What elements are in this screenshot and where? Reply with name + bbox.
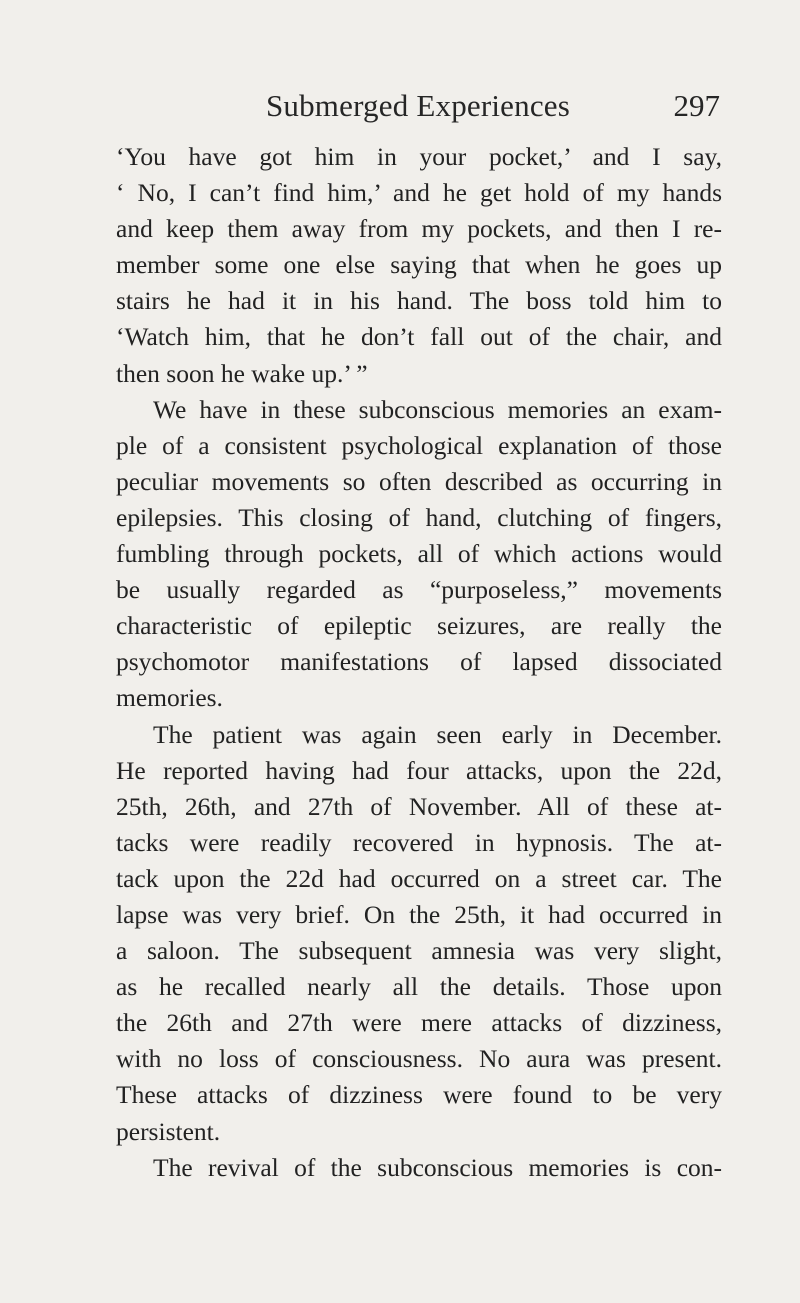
- text-line: fumbling through pockets, all of which actions would: [116, 539, 722, 569]
- text-line: lapse was very brief. On the 25th, it had occurred in: [116, 899, 722, 929]
- text-line: a saloon. The subsequent amnesia was very slight,: [116, 936, 722, 966]
- text-line: The revival of the subconscious memories is con-: [153, 1152, 722, 1182]
- text-line: with no loss of consciousness. No aura was present.: [116, 1044, 722, 1074]
- text-line: ‘You have got him in your pocket,’ and I say,: [116, 142, 722, 171]
- text-line: These attacks of dizziness were found to be very: [116, 1080, 722, 1110]
- text-line: tack upon the 22d had occurred on a street car. The: [116, 863, 722, 893]
- text-line: persistent.: [116, 1116, 221, 1146]
- text-line: as he recalled nearly all the details. Those upon: [116, 972, 722, 1002]
- text-line: psychomotor manifestations of lapsed dissociated: [116, 647, 722, 677]
- text-line: ple of a consistent psychological explanation of those: [116, 430, 722, 460]
- text-line: epilepsies. This closing of hand, clutching of fingers,: [116, 502, 722, 532]
- text-line: tacks were readily recovered in hypnosis. The at-: [116, 827, 722, 857]
- body-text: [116, 139, 722, 1186]
- text-line: ‘Watch him, that he don’t fall out of the chair, and: [116, 322, 722, 352]
- text-line: peculiar movements so often described as occurring in: [116, 466, 722, 496]
- running-title: Submerged Experiences: [265, 88, 571, 123]
- text-line: characteristic of epileptic seizures, are really the: [116, 611, 722, 641]
- running-head: [116, 88, 720, 128]
- text-line: We have in these subconscious memories an exam-: [153, 394, 722, 424]
- text-line: and keep them away from my pockets, and then I re-: [116, 214, 722, 244]
- text-line: the 26th and 27th were mere attacks of dizziness,: [116, 1008, 722, 1038]
- page-number: 297: [673, 88, 720, 123]
- text-line: 25th, 26th, and 27th of November. All of these at-: [116, 791, 722, 821]
- text-line: member some one else saying that when he goes up: [116, 250, 722, 280]
- text-line: memories.: [116, 683, 223, 713]
- text-line: He reported having had four attacks, upon the 22d,: [116, 755, 722, 785]
- text-line: ‘ No, I can’t find him,’ and he get hold of my hands: [116, 178, 722, 208]
- text-line: then soon he wake up.’ ”: [116, 358, 368, 388]
- text-line: The patient was again seen early in December.: [153, 719, 722, 749]
- text-line: be usually regarded as “purposeless,” movements: [116, 575, 722, 605]
- text-line: stairs he had it in his hand. The boss told him to: [116, 286, 722, 316]
